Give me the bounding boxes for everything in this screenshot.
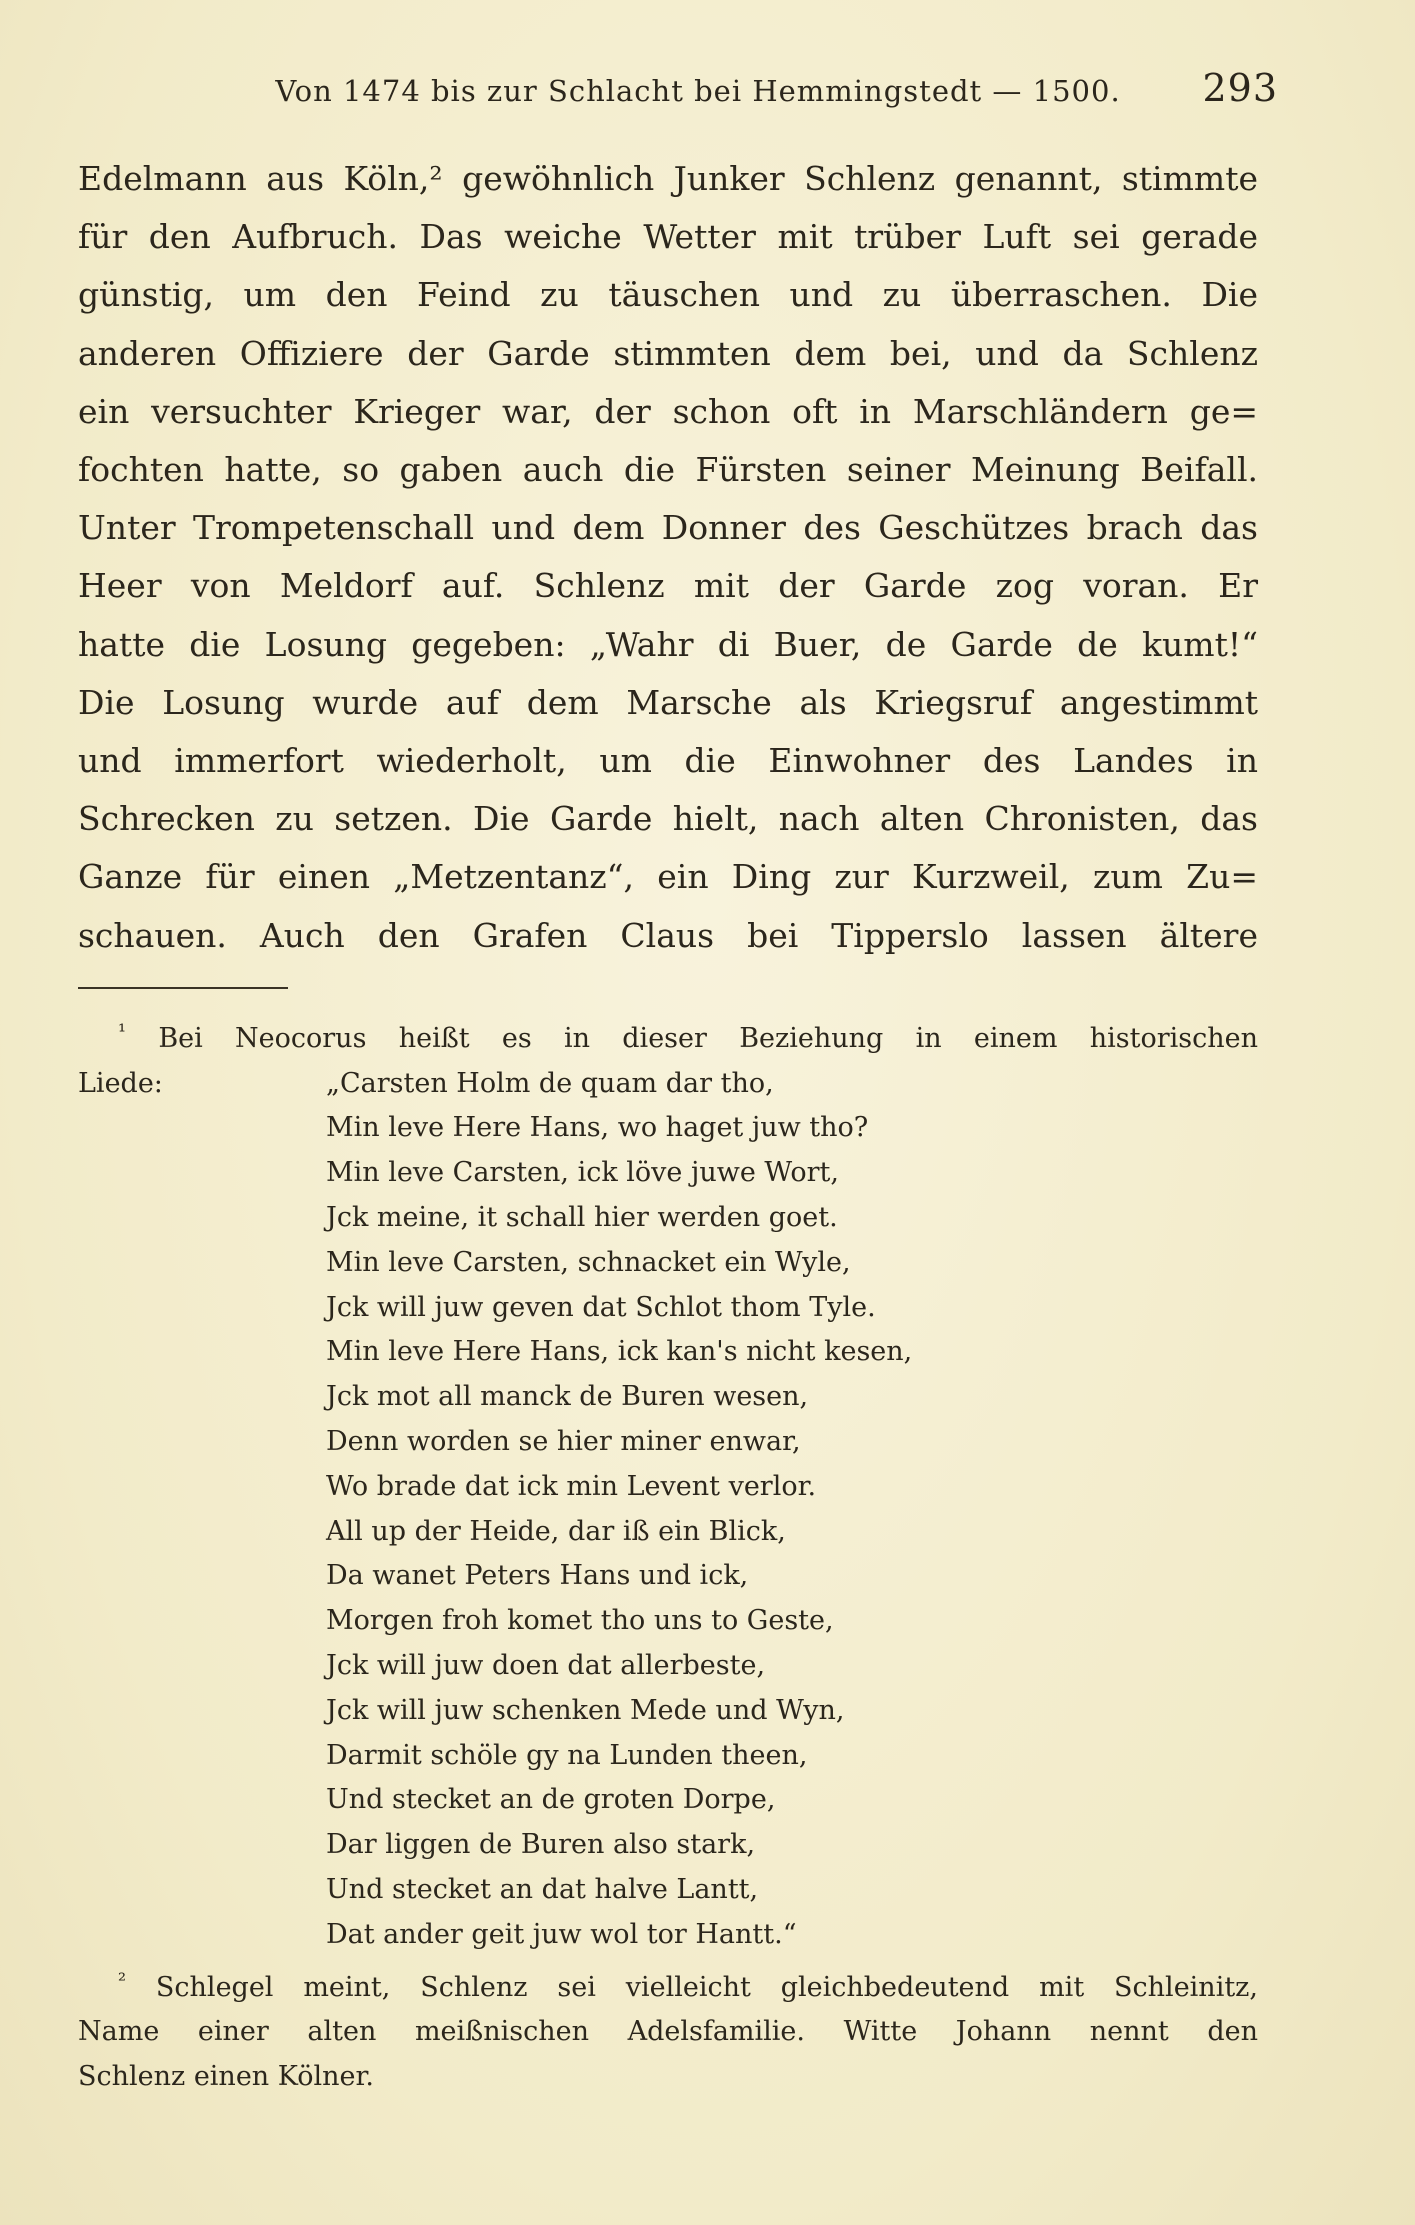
footnote-2-line: Schlenz einen Kölner. [78,2061,374,2093]
body-line: Ganze für einen „Metzentanz“, ein Ding zur Kurzweil, zum Zu= [78,857,1258,897]
verse-line: Darmit schöle gy na Lunden theen, [326,1739,808,1771]
body-line: anderen Offiziere der Garde stimmten dem bei, und da Schlenz [78,333,1258,373]
verse-line: „Carsten Holm de quam dar tho, [326,1067,774,1099]
body-line: schauen. Auch den Grafen Claus bei Tipperslo lassen ältere [78,915,1258,955]
body-line: Heer von Meldorf auf. Schlenz mit der Garde zog voran. Er [78,566,1258,606]
verse-line: Morgen froh komet tho uns to Geste, [326,1605,834,1637]
body-line: günstig, um den Feind zu täuschen und zu überraschen. Die [78,275,1258,315]
footnote-1-intro-end: Liede: [78,1067,163,1099]
verse-line: Und stecket an de groten Dorpe, [326,1784,776,1816]
footnote-marker: ¹ [118,1018,127,1043]
footnote-1-intro-text: Bei Neocorus heißt es in dieser Beziehung in einem historischen [158,1022,1258,1054]
verse-line: Jck meine, it schall hier werden goet. [326,1202,838,1234]
verse-line: Und stecket an dat halve Lantt, [326,1873,759,1905]
verse-line: Min leve Here Hans, ick kan's nicht kesen, [326,1336,913,1368]
verse-line: All up der Heide, dar iß ein Blick, [326,1515,786,1547]
footnote-1-intro [78,1009,1258,1062]
body-line: fochten hatte, so gaben auch die Fürsten seiner Meinung Beifall. [78,450,1258,490]
footnote-rule [78,987,288,989]
footnote-2-line: Name einer alten meißnischen Adelsfamilie. Witte Johann nennt den [78,2016,1258,2048]
verse [78,1062,1258,1958]
verse-line: Dat ander geit juw wol tor Hantt.“ [326,1918,797,1950]
verse-line: Da wanet Peters Hans und ick, [326,1560,749,1592]
footnote-2-line [78,1958,1258,2011]
verse-line: Jck will juw schenken Mede und Wyn, [326,1694,845,1726]
verse-line: Jck will juw geven dat Schlot thom Tyle. [326,1291,876,1323]
footnote-2 [78,1958,1258,2100]
body-line: Schrecken zu setzen. Die Garde hielt, nach alten Chronisten, das [78,799,1258,839]
verse-line: Jck will juw doen dat allerbeste, [326,1650,766,1681]
verse-line: Min leve Carsten, ick löve juwe Wort, [326,1157,839,1189]
page [78,60,1278,2100]
verse-line: Denn worden se hier miner enwar, [326,1426,801,1458]
verse-line: Dar liggen de Buren also stark, [326,1829,756,1861]
body-line: ein versuchter Krieger war, der schon oft in Marschländern ge= [78,391,1258,431]
running-title: Von 1474 bis zur Schlacht bei Hemmingstedt — 1500. [275,74,1121,108]
body-text [78,130,1258,965]
body-line: Unter Trompetenschall und dem Donner des Geschützes brach das [78,508,1258,548]
body-line: Edelmann aus Köln,² gewöhnlich Junker Schlenz genannt, stimmte [78,159,1258,198]
footnote-marker: ² [118,1967,127,1992]
body-line: hatte die Losung gegeben: „Wahr di Buer, de Garde de kumt!“ [78,624,1258,664]
body-line: Die Losung wurde auf dem Marsche als Kriegsruf angestimmt [78,682,1258,722]
verse-line: Jck mot all manck de Buren wesen, [326,1381,809,1413]
verse-line: Min leve Carsten, schnacket ein Wyle, [326,1246,851,1278]
footnote-2-text: Schlegel meint, Schlenz sei vielleicht gleichbedeutend mit Schleinitz, [155,1971,1258,2003]
footnote-1-verse-block [78,1062,1258,1958]
footnote-1 [78,1009,1258,1958]
body-line: und immerfort wiederholt, um die Einwohner des Landes in [78,741,1258,781]
verse-line: Wo brade dat ick min Levent verlor. [326,1470,817,1502]
page-number: 293 [1202,66,1278,110]
running-head [78,60,1278,130]
verse-line: Min leve Here Hans, wo haget juw tho? [326,1112,869,1144]
body-line: für den Aufbruch. Das weiche Wetter mit trüber Luft sei gerade [78,217,1258,257]
